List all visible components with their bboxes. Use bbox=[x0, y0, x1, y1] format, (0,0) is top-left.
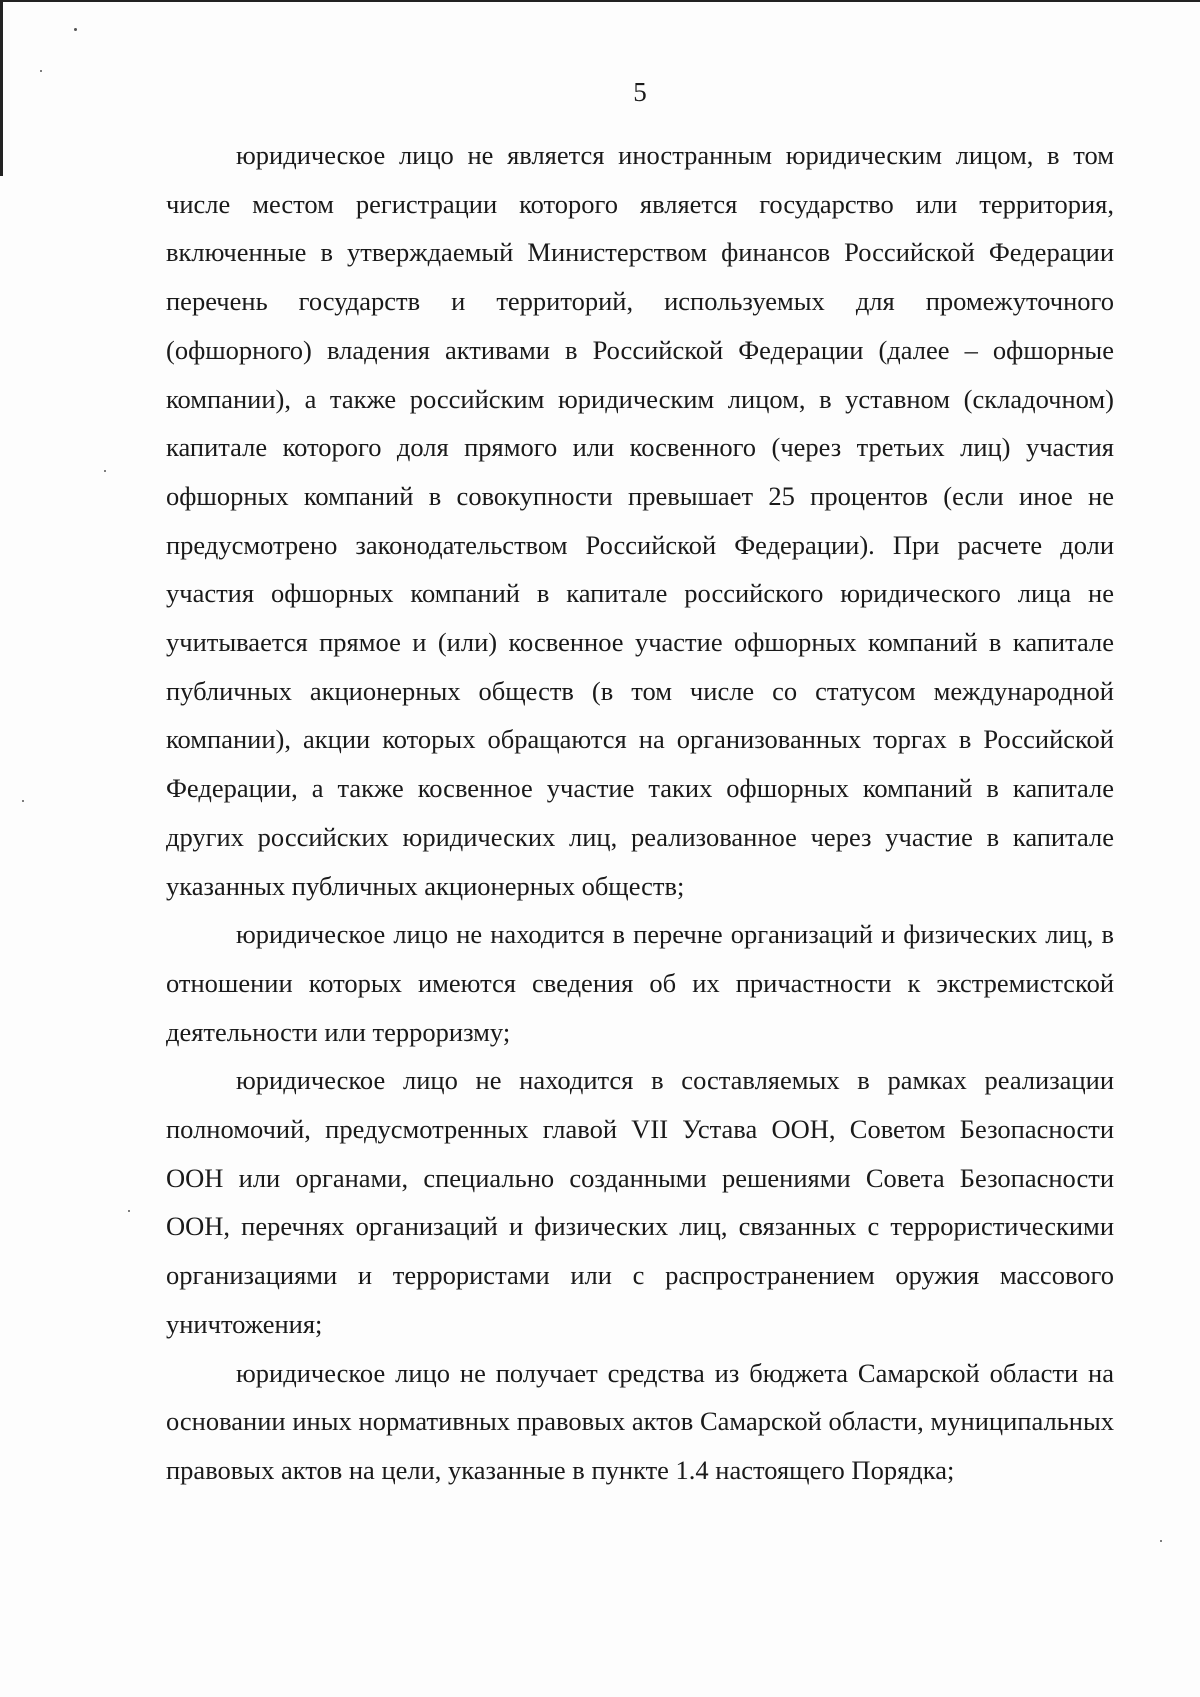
scan-top-edge bbox=[0, 0, 1200, 2]
scan-speck bbox=[40, 70, 42, 72]
paragraph-un-security-council-list: юридическое лицо не находится в составляемых в рамках реализации полномочий, предусмотренных главой VII Устава ООН, Советом Безопасности ООН или органами, специально созданными решениями Совета Безопасности ООН, перечнях организаций и физических лиц, связанных с террористическими организациями и террористами или с распространением оружия массового уничтожения; bbox=[166, 1065, 1114, 1339]
scan-speck bbox=[22, 800, 24, 802]
scan-speck bbox=[1160, 1540, 1162, 1542]
paragraph-offshore-criteria: юридическое лицо не является иностранным юридическим лицом, в том числе местом регистрации которого является государство или территория, включенные в утверждаемый Министерством финансов Российской Федерации перечень государств и территорий, используемых для промежуточного (офшорного) владения активами в Российской Федерации (далее – офшорные компании), а также российским юридическим лицом, в уставном (складочном) капитале которого доля прямого или косвенного (через третьих лиц) участия офшорных компаний в совокупности превышает 25 процентов (если иное не предусмотрено законодательством Российской Федерации). При расчете доли участия офшорных компаний в капитале российского юридического лица не учитывается прямое и (или) косвенное участие офшорных компаний в капитале публичных акционерных обществ (в том числе со статусом международной компании), акции которых обращаются на организованных торгах в Российской Федерации, а также косвенное участие таких офшорных компаний в капитале других российских юридических лиц, реализованное через участие в капитале указанных публичных акционерных обществ; bbox=[166, 140, 1114, 901]
page-number: 5 bbox=[633, 77, 647, 107]
scan-speck bbox=[74, 28, 77, 31]
paragraph-budget-funds: юридическое лицо не получает средства из бюджета Самарской области на основании иных нормативных правовых актов Самарской области, муниципальных правовых актов на цели, указанные в пункте 1.4 настоящего Порядка; bbox=[166, 1357, 1114, 1485]
scan-speck bbox=[104, 470, 106, 472]
scan-speck bbox=[128, 1210, 130, 1212]
paragraph-extremism-list: юридическое лицо не находится в перечне организаций и физических лиц, в отношении которых имеются сведения об их причастности к экстремистской деятельности или терроризму; bbox=[166, 919, 1114, 1047]
document-body bbox=[166, 131, 1114, 1495]
